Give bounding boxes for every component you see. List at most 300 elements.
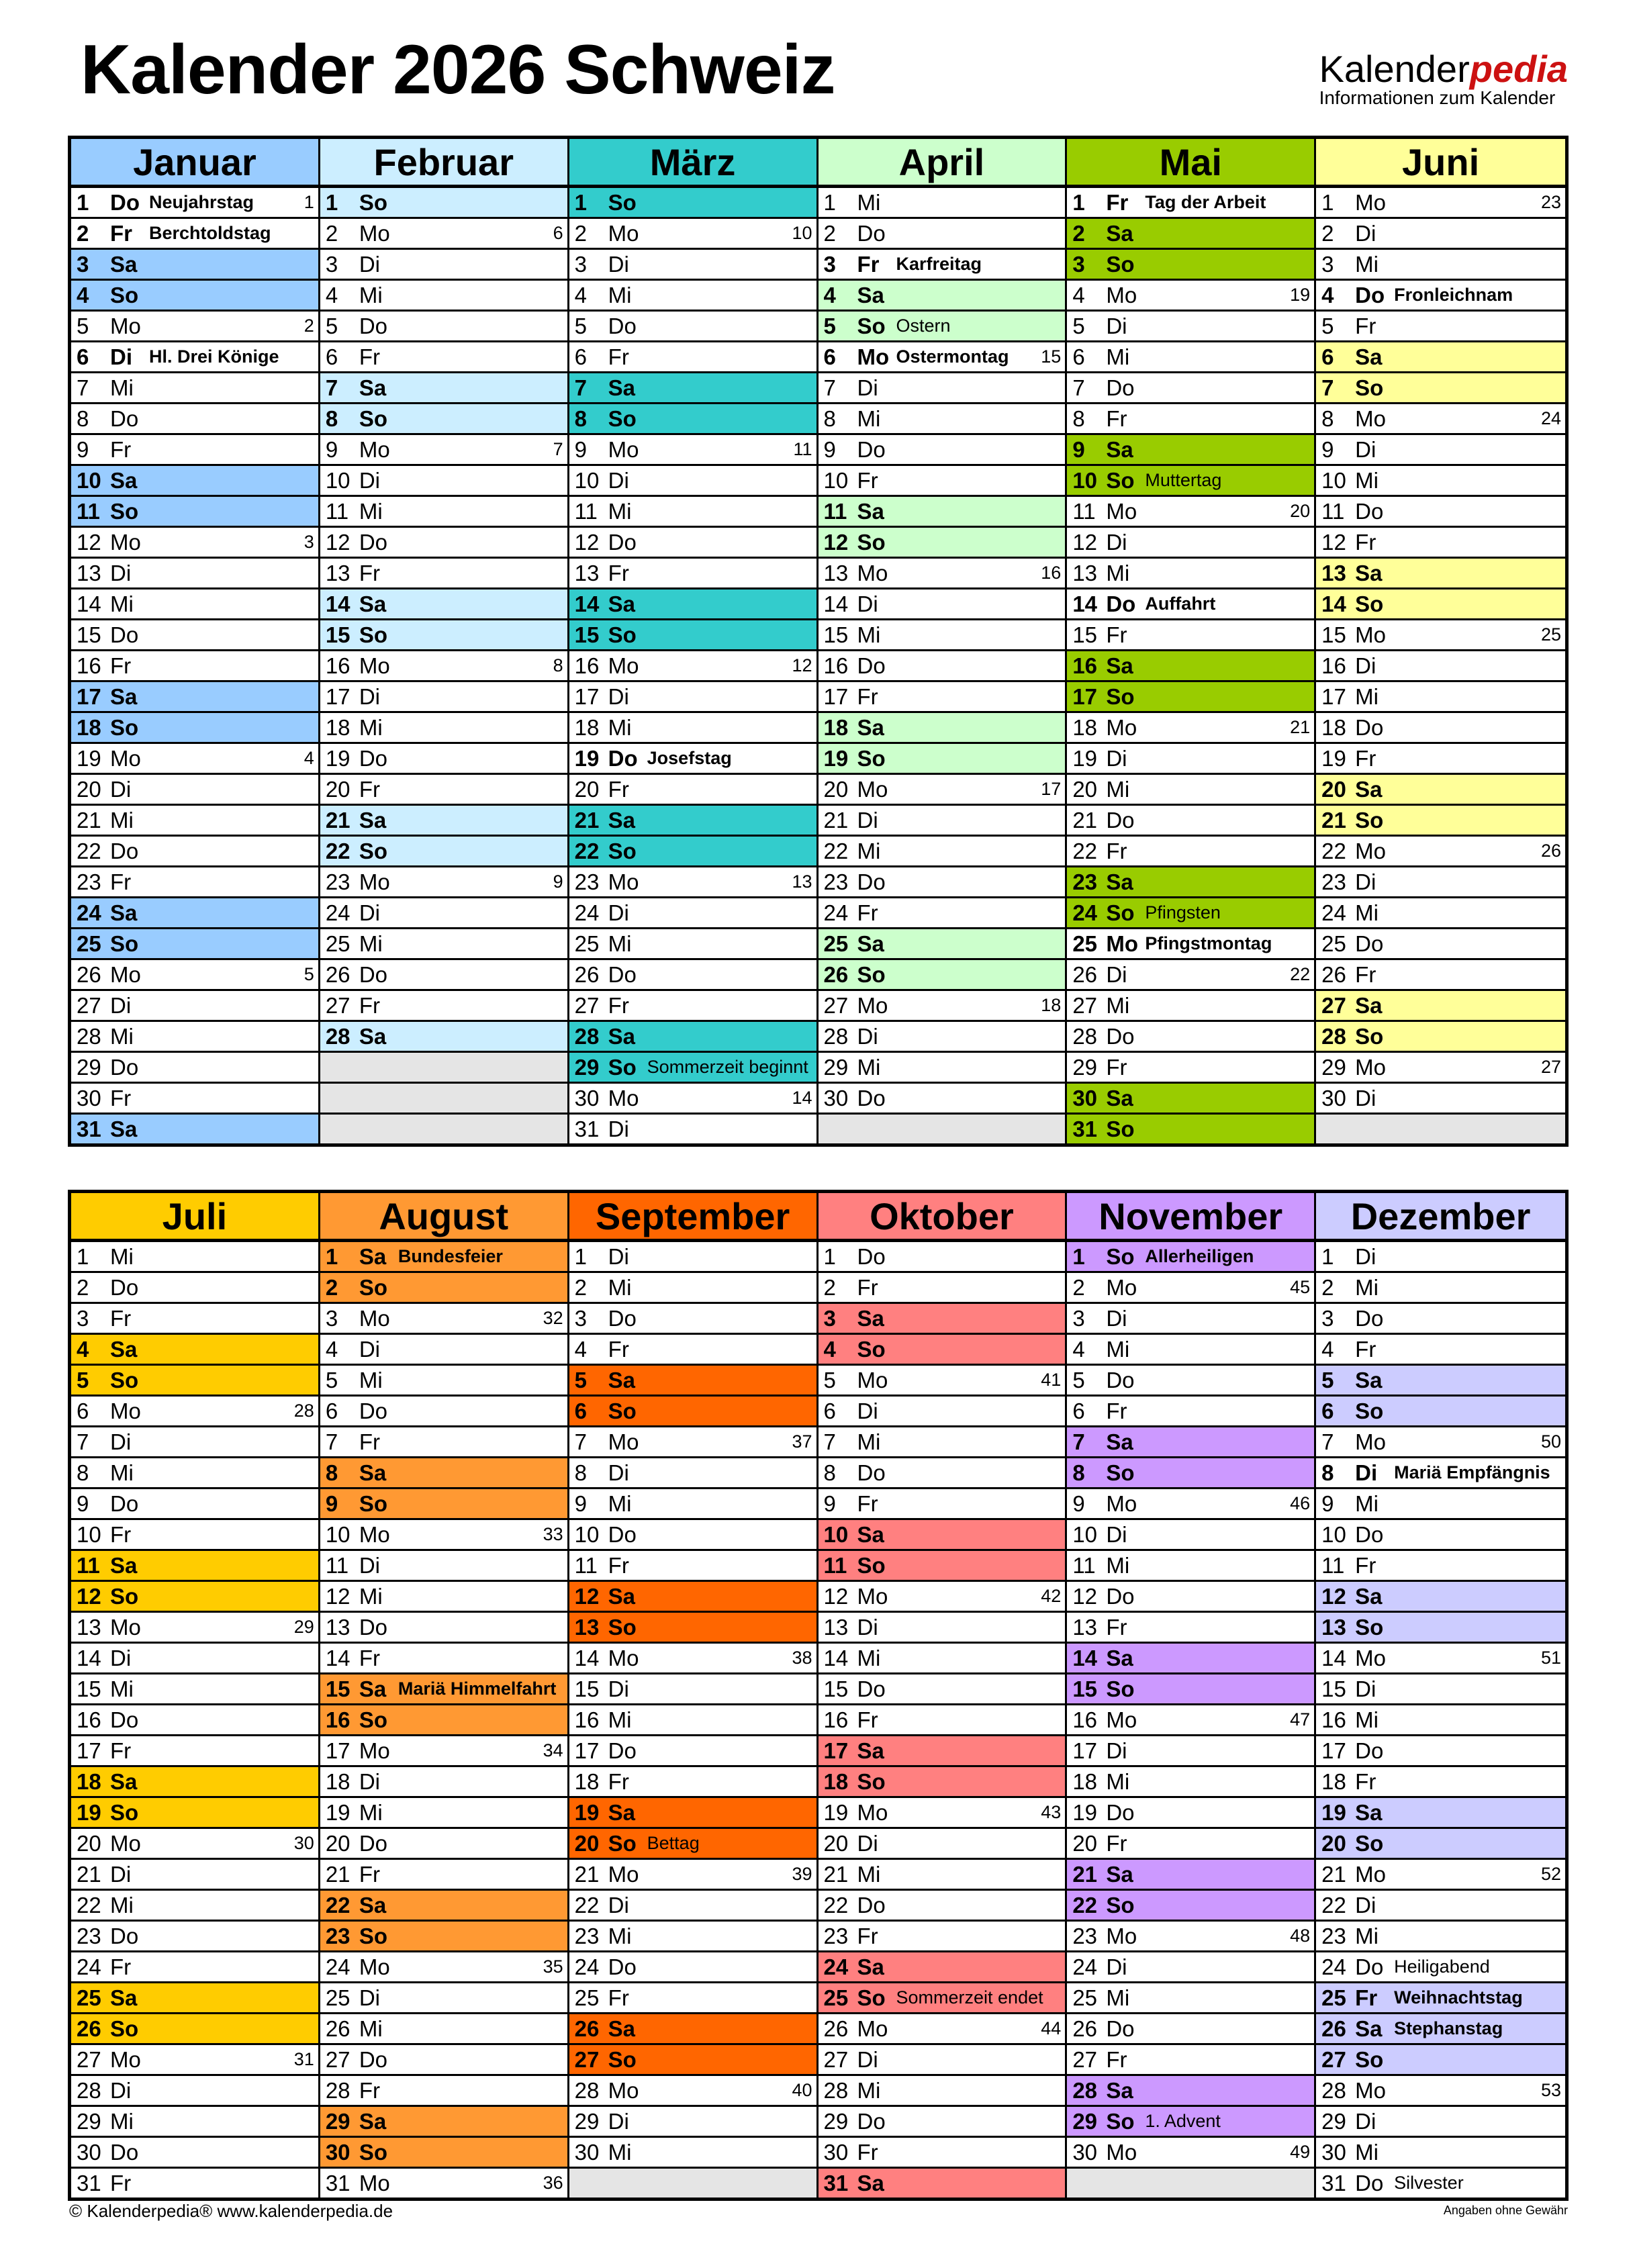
day-cell[interactable] xyxy=(569,1767,816,1798)
day-cell[interactable] xyxy=(320,713,567,744)
day-cell[interactable] xyxy=(320,991,567,1022)
day-cell[interactable] xyxy=(1316,589,1565,620)
day-cell[interactable] xyxy=(71,1798,318,1829)
day-cell[interactable] xyxy=(320,1242,567,1273)
day-cell[interactable] xyxy=(1067,775,1314,806)
day-cell[interactable] xyxy=(71,1458,318,1489)
day-cell[interactable] xyxy=(320,589,567,620)
day-cell[interactable] xyxy=(71,1829,318,1860)
day-cell[interactable] xyxy=(1067,219,1314,250)
day-cell[interactable] xyxy=(320,1022,567,1053)
day-cell[interactable] xyxy=(819,1520,1066,1551)
day-cell[interactable] xyxy=(1067,1304,1314,1335)
day-cell[interactable] xyxy=(1316,1458,1565,1489)
day-cell[interactable] xyxy=(71,1767,318,1798)
day-cell[interactable] xyxy=(320,1644,567,1674)
day-cell[interactable] xyxy=(320,960,567,991)
day-cell[interactable] xyxy=(819,1582,1066,1613)
day-cell[interactable] xyxy=(1316,837,1565,867)
day-cell[interactable] xyxy=(71,775,318,806)
day-cell[interactable] xyxy=(1316,867,1565,898)
day-cell[interactable] xyxy=(320,435,567,466)
day-cell[interactable] xyxy=(320,898,567,929)
day-cell[interactable] xyxy=(320,682,567,713)
day-cell[interactable] xyxy=(819,1053,1066,1084)
day-cell[interactable] xyxy=(569,929,816,960)
day-cell[interactable] xyxy=(819,1798,1066,1829)
day-cell[interactable] xyxy=(71,1705,318,1736)
day-cell[interactable] xyxy=(320,867,567,898)
day-cell[interactable] xyxy=(819,1489,1066,1520)
day-cell[interactable] xyxy=(320,1427,567,1458)
day-cell[interactable] xyxy=(819,806,1066,837)
day-cell[interactable] xyxy=(569,589,816,620)
day-cell[interactable] xyxy=(569,2014,816,2045)
day-cell[interactable] xyxy=(569,1304,816,1335)
day-cell[interactable] xyxy=(320,1983,567,2014)
day-cell[interactable] xyxy=(819,1644,1066,1674)
day-cell[interactable] xyxy=(71,435,318,466)
day-cell[interactable] xyxy=(1067,1520,1314,1551)
day-cell[interactable] xyxy=(320,1829,567,1860)
day-cell[interactable] xyxy=(819,466,1066,497)
day-cell[interactable] xyxy=(71,1335,318,1366)
day-cell[interactable] xyxy=(320,1952,567,1983)
day-cell[interactable] xyxy=(819,1829,1066,1860)
day-cell[interactable] xyxy=(569,404,816,435)
day-cell[interactable] xyxy=(569,1613,816,1644)
day-cell[interactable] xyxy=(1067,312,1314,342)
day-cell[interactable] xyxy=(569,2107,816,2138)
day-cell[interactable] xyxy=(1316,2014,1565,2045)
day-cell[interactable] xyxy=(1316,1613,1565,1644)
day-cell[interactable] xyxy=(1067,620,1314,651)
day-cell[interactable] xyxy=(71,1427,318,1458)
day-cell[interactable] xyxy=(819,559,1066,589)
day-cell[interactable] xyxy=(819,2138,1066,2169)
day-cell[interactable] xyxy=(569,497,816,528)
day-cell[interactable] xyxy=(819,713,1066,744)
day-cell[interactable] xyxy=(1316,651,1565,682)
day-cell[interactable] xyxy=(1316,497,1565,528)
day-cell[interactable] xyxy=(1067,1242,1314,1273)
day-cell[interactable] xyxy=(320,250,567,281)
day-cell[interactable] xyxy=(569,312,816,342)
day-cell[interactable] xyxy=(71,1983,318,2014)
day-cell[interactable] xyxy=(1067,713,1314,744)
day-cell[interactable] xyxy=(71,466,318,497)
day-cell[interactable] xyxy=(819,1613,1066,1644)
day-cell[interactable] xyxy=(569,1520,816,1551)
day-cell[interactable] xyxy=(1067,435,1314,466)
day-cell[interactable] xyxy=(569,373,816,404)
day-cell[interactable] xyxy=(569,2138,816,2169)
day-cell[interactable] xyxy=(569,1644,816,1674)
day-cell[interactable] xyxy=(71,713,318,744)
day-cell[interactable] xyxy=(320,373,567,404)
day-cell[interactable] xyxy=(819,744,1066,775)
day-cell[interactable] xyxy=(569,559,816,589)
day-cell[interactable] xyxy=(569,837,816,867)
day-cell[interactable] xyxy=(569,620,816,651)
day-cell[interactable] xyxy=(1316,2107,1565,2138)
day-cell[interactable] xyxy=(71,620,318,651)
day-cell[interactable] xyxy=(1316,466,1565,497)
day-cell[interactable] xyxy=(1067,1427,1314,1458)
day-cell[interactable] xyxy=(569,898,816,929)
day-cell[interactable] xyxy=(71,281,318,312)
day-cell[interactable] xyxy=(1067,466,1314,497)
day-cell[interactable] xyxy=(71,682,318,713)
day-cell[interactable] xyxy=(320,1551,567,1582)
day-cell[interactable] xyxy=(1316,250,1565,281)
day-cell[interactable] xyxy=(320,1458,567,1489)
day-cell[interactable] xyxy=(569,1736,816,1767)
day-cell[interactable] xyxy=(1067,1798,1314,1829)
day-cell[interactable] xyxy=(1067,1115,1314,1143)
day-cell[interactable] xyxy=(569,1335,816,1366)
day-cell[interactable] xyxy=(1067,2014,1314,2045)
day-cell[interactable] xyxy=(569,2076,816,2107)
day-cell[interactable] xyxy=(71,342,318,373)
day-cell[interactable] xyxy=(1067,2107,1314,2138)
day-cell[interactable] xyxy=(569,1582,816,1613)
day-cell[interactable] xyxy=(569,867,816,898)
day-cell[interactable] xyxy=(320,1397,567,1427)
day-cell[interactable] xyxy=(1316,559,1565,589)
day-cell[interactable] xyxy=(819,404,1066,435)
day-cell[interactable] xyxy=(1067,1582,1314,1613)
day-cell[interactable] xyxy=(71,250,318,281)
day-cell[interactable] xyxy=(71,497,318,528)
day-cell[interactable] xyxy=(320,2045,567,2076)
day-cell[interactable] xyxy=(320,1304,567,1335)
day-cell[interactable] xyxy=(71,1551,318,1582)
day-cell[interactable] xyxy=(819,312,1066,342)
day-cell[interactable] xyxy=(569,1053,816,1084)
day-cell[interactable] xyxy=(71,898,318,929)
day-cell[interactable] xyxy=(1067,651,1314,682)
day-cell[interactable] xyxy=(569,1705,816,1736)
day-cell[interactable] xyxy=(71,1613,318,1644)
day-cell[interactable] xyxy=(1316,1952,1565,1983)
day-cell[interactable] xyxy=(819,2045,1066,2076)
day-cell[interactable] xyxy=(1067,1767,1314,1798)
day-cell[interactable] xyxy=(1316,1798,1565,1829)
day-cell[interactable] xyxy=(1067,1860,1314,1891)
day-cell[interactable] xyxy=(320,1335,567,1366)
day-cell[interactable] xyxy=(71,1366,318,1397)
day-cell[interactable] xyxy=(1316,1273,1565,1304)
day-cell[interactable] xyxy=(1067,1705,1314,1736)
day-cell[interactable] xyxy=(1316,1891,1565,1922)
day-cell[interactable] xyxy=(819,2107,1066,2138)
day-cell[interactable] xyxy=(71,1489,318,1520)
day-cell[interactable] xyxy=(1067,528,1314,559)
day-cell[interactable] xyxy=(1067,1022,1314,1053)
day-cell[interactable] xyxy=(819,1366,1066,1397)
day-cell[interactable] xyxy=(71,1922,318,1952)
day-cell[interactable] xyxy=(1067,2138,1314,2169)
day-cell[interactable] xyxy=(819,1767,1066,1798)
day-cell[interactable] xyxy=(1067,744,1314,775)
day-cell[interactable] xyxy=(71,2014,318,2045)
day-cell[interactable] xyxy=(1316,1736,1565,1767)
day-cell[interactable] xyxy=(1316,1304,1565,1335)
day-cell[interactable] xyxy=(320,312,567,342)
day-cell[interactable] xyxy=(819,250,1066,281)
day-cell[interactable] xyxy=(1316,435,1565,466)
day-cell[interactable] xyxy=(71,960,318,991)
day-cell[interactable] xyxy=(71,1053,318,1084)
day-cell[interactable] xyxy=(71,1644,318,1674)
day-cell[interactable] xyxy=(320,497,567,528)
day-cell[interactable] xyxy=(569,1427,816,1458)
day-cell[interactable] xyxy=(819,497,1066,528)
day-cell[interactable] xyxy=(320,1860,567,1891)
day-cell[interactable] xyxy=(320,1582,567,1613)
day-cell[interactable] xyxy=(569,2045,816,2076)
day-cell[interactable] xyxy=(1067,991,1314,1022)
day-cell[interactable] xyxy=(1316,744,1565,775)
day-cell[interactable] xyxy=(569,1489,816,1520)
day-cell[interactable] xyxy=(1316,713,1565,744)
day-cell[interactable] xyxy=(1316,312,1565,342)
day-cell[interactable] xyxy=(1067,1736,1314,1767)
day-cell[interactable] xyxy=(71,991,318,1022)
day-cell[interactable] xyxy=(819,837,1066,867)
day-cell[interactable] xyxy=(569,188,816,219)
day-cell[interactable] xyxy=(1067,1335,1314,1366)
day-cell[interactable] xyxy=(1316,1983,1565,2014)
day-cell[interactable] xyxy=(819,1242,1066,1273)
day-cell[interactable] xyxy=(819,1427,1066,1458)
day-cell[interactable] xyxy=(819,1022,1066,1053)
day-cell[interactable] xyxy=(569,960,816,991)
day-cell[interactable] xyxy=(1316,1767,1565,1798)
day-cell[interactable] xyxy=(819,1922,1066,1952)
day-cell[interactable] xyxy=(71,1520,318,1551)
day-cell[interactable] xyxy=(1316,1084,1565,1115)
day-cell[interactable] xyxy=(1316,1860,1565,1891)
day-cell[interactable] xyxy=(569,651,816,682)
day-cell[interactable] xyxy=(569,1366,816,1397)
day-cell[interactable] xyxy=(819,1705,1066,1736)
day-cell[interactable] xyxy=(1067,837,1314,867)
day-cell[interactable] xyxy=(569,528,816,559)
day-cell[interactable] xyxy=(819,1860,1066,1891)
day-cell[interactable] xyxy=(1316,1829,1565,1860)
day-cell[interactable] xyxy=(569,1983,816,2014)
day-cell[interactable] xyxy=(819,1551,1066,1582)
day-cell[interactable] xyxy=(569,250,816,281)
day-cell[interactable] xyxy=(71,1242,318,1273)
day-cell[interactable] xyxy=(1316,682,1565,713)
day-cell[interactable] xyxy=(819,1674,1066,1705)
day-cell[interactable] xyxy=(1067,1366,1314,1397)
day-cell[interactable] xyxy=(569,1551,816,1582)
day-cell[interactable] xyxy=(819,1304,1066,1335)
day-cell[interactable] xyxy=(819,960,1066,991)
day-cell[interactable] xyxy=(320,744,567,775)
day-cell[interactable] xyxy=(1067,2045,1314,2076)
day-cell[interactable] xyxy=(819,775,1066,806)
day-cell[interactable] xyxy=(71,1582,318,1613)
day-cell[interactable] xyxy=(1067,559,1314,589)
day-cell[interactable] xyxy=(569,682,816,713)
day-cell[interactable] xyxy=(320,1520,567,1551)
day-cell[interactable] xyxy=(1067,1829,1314,1860)
day-cell[interactable] xyxy=(819,1983,1066,2014)
day-cell[interactable] xyxy=(320,1273,567,1304)
day-cell[interactable] xyxy=(320,1613,567,1644)
day-cell[interactable] xyxy=(569,713,816,744)
day-cell[interactable] xyxy=(71,651,318,682)
day-cell[interactable] xyxy=(320,2014,567,2045)
day-cell[interactable] xyxy=(819,929,1066,960)
day-cell[interactable] xyxy=(71,806,318,837)
day-cell[interactable] xyxy=(819,2076,1066,2107)
day-cell[interactable] xyxy=(320,651,567,682)
day-cell[interactable] xyxy=(71,2107,318,2138)
day-cell[interactable] xyxy=(569,1458,816,1489)
day-cell[interactable] xyxy=(819,528,1066,559)
day-cell[interactable] xyxy=(71,1891,318,1922)
day-cell[interactable] xyxy=(71,2045,318,2076)
day-cell[interactable] xyxy=(1067,867,1314,898)
day-cell[interactable] xyxy=(1067,497,1314,528)
day-cell[interactable] xyxy=(819,651,1066,682)
day-cell[interactable] xyxy=(1316,960,1565,991)
day-cell[interactable] xyxy=(71,559,318,589)
day-cell[interactable] xyxy=(71,1273,318,1304)
day-cell[interactable] xyxy=(71,929,318,960)
day-cell[interactable] xyxy=(1316,1582,1565,1613)
day-cell[interactable] xyxy=(71,1022,318,1053)
day-cell[interactable] xyxy=(819,2169,1066,2198)
day-cell[interactable] xyxy=(569,281,816,312)
day-cell[interactable] xyxy=(1316,1053,1565,1084)
day-cell[interactable] xyxy=(819,373,1066,404)
day-cell[interactable] xyxy=(320,1767,567,1798)
day-cell[interactable] xyxy=(320,1922,567,1952)
day-cell[interactable] xyxy=(569,1022,816,1053)
day-cell[interactable] xyxy=(1316,806,1565,837)
day-cell[interactable] xyxy=(320,188,567,219)
kalenderpedia-logo[interactable] xyxy=(1319,50,1568,109)
day-cell[interactable] xyxy=(1067,1952,1314,1983)
day-cell[interactable] xyxy=(320,1489,567,1520)
day-cell[interactable] xyxy=(320,2138,567,2169)
day-cell[interactable] xyxy=(320,620,567,651)
day-cell[interactable] xyxy=(569,1922,816,1952)
day-cell[interactable] xyxy=(819,589,1066,620)
day-cell[interactable] xyxy=(1067,898,1314,929)
day-cell[interactable] xyxy=(1316,2169,1565,2198)
day-cell[interactable] xyxy=(1316,373,1565,404)
day-cell[interactable] xyxy=(1067,589,1314,620)
day-cell[interactable] xyxy=(1067,1397,1314,1427)
day-cell[interactable] xyxy=(1067,281,1314,312)
day-cell[interactable] xyxy=(569,1860,816,1891)
day-cell[interactable] xyxy=(71,188,318,219)
day-cell[interactable] xyxy=(569,775,816,806)
day-cell[interactable] xyxy=(320,806,567,837)
day-cell[interactable] xyxy=(819,991,1066,1022)
day-cell[interactable] xyxy=(1067,1053,1314,1084)
day-cell[interactable] xyxy=(1067,1983,1314,2014)
day-cell[interactable] xyxy=(1316,620,1565,651)
day-cell[interactable] xyxy=(71,2138,318,2169)
day-cell[interactable] xyxy=(819,898,1066,929)
day-cell[interactable] xyxy=(1316,2045,1565,2076)
day-cell[interactable] xyxy=(569,1397,816,1427)
day-cell[interactable] xyxy=(320,2169,567,2198)
day-cell[interactable] xyxy=(569,1242,816,1273)
day-cell[interactable] xyxy=(71,2169,318,2198)
day-cell[interactable] xyxy=(1067,1273,1314,1304)
day-cell[interactable] xyxy=(320,1674,567,1705)
day-cell[interactable] xyxy=(71,1084,318,1115)
day-cell[interactable] xyxy=(569,466,816,497)
day-cell[interactable] xyxy=(1316,1551,1565,1582)
day-cell[interactable] xyxy=(1067,404,1314,435)
day-cell[interactable] xyxy=(320,1705,567,1736)
day-cell[interactable] xyxy=(569,342,816,373)
day-cell[interactable] xyxy=(819,620,1066,651)
day-cell[interactable] xyxy=(569,806,816,837)
day-cell[interactable] xyxy=(320,929,567,960)
day-cell[interactable] xyxy=(1067,1891,1314,1922)
day-cell[interactable] xyxy=(71,1397,318,1427)
day-cell[interactable] xyxy=(320,2107,567,2138)
day-cell[interactable] xyxy=(569,1952,816,1983)
day-cell[interactable] xyxy=(569,1891,816,1922)
day-cell[interactable] xyxy=(1067,250,1314,281)
day-cell[interactable] xyxy=(1067,342,1314,373)
day-cell[interactable] xyxy=(1067,1644,1314,1674)
day-cell[interactable] xyxy=(1067,1613,1314,1644)
day-cell[interactable] xyxy=(71,373,318,404)
day-cell[interactable] xyxy=(1316,2138,1565,2169)
day-cell[interactable] xyxy=(71,867,318,898)
day-cell[interactable] xyxy=(1067,960,1314,991)
day-cell[interactable] xyxy=(320,219,567,250)
day-cell[interactable] xyxy=(71,404,318,435)
day-cell[interactable] xyxy=(1067,2076,1314,2107)
day-cell[interactable] xyxy=(1316,1022,1565,1053)
day-cell[interactable] xyxy=(71,1115,318,1143)
day-cell[interactable] xyxy=(1067,1489,1314,1520)
day-cell[interactable] xyxy=(569,219,816,250)
day-cell[interactable] xyxy=(819,867,1066,898)
day-cell[interactable] xyxy=(569,744,816,775)
day-cell[interactable] xyxy=(71,219,318,250)
day-cell[interactable] xyxy=(819,1891,1066,1922)
day-cell[interactable] xyxy=(1316,1366,1565,1397)
day-cell[interactable] xyxy=(320,342,567,373)
day-cell[interactable] xyxy=(320,404,567,435)
day-cell[interactable] xyxy=(71,1674,318,1705)
day-cell[interactable] xyxy=(1067,1674,1314,1705)
day-cell[interactable] xyxy=(1067,1551,1314,1582)
day-cell[interactable] xyxy=(1316,1644,1565,1674)
day-cell[interactable] xyxy=(320,466,567,497)
day-cell[interactable] xyxy=(320,1891,567,1922)
day-cell[interactable] xyxy=(71,1304,318,1335)
day-cell[interactable] xyxy=(320,1366,567,1397)
day-cell[interactable] xyxy=(819,1335,1066,1366)
